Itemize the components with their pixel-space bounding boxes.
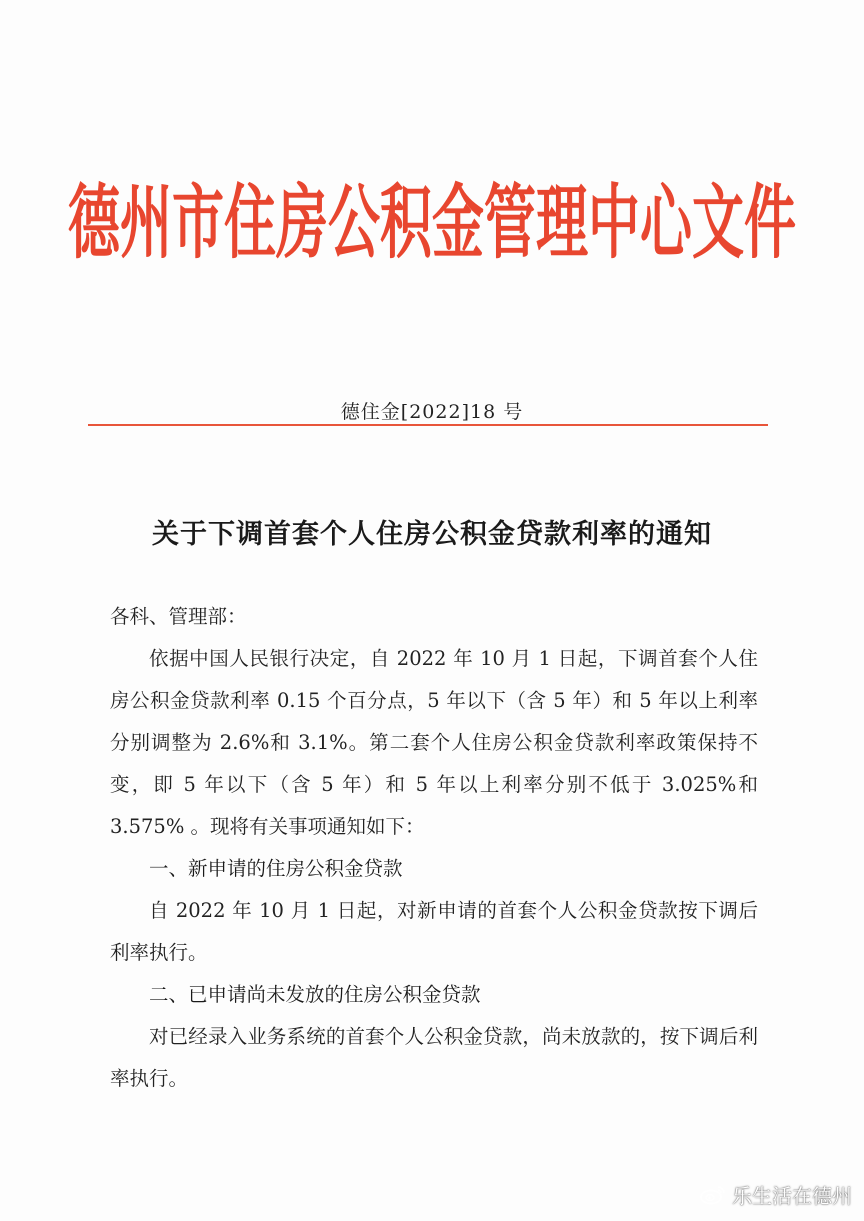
section-2-text: 对已经录入业务系统的首套个人公积金贷款，尚未放款的，按下调后利率执行。 — [110, 1025, 758, 1090]
section-1-body — [110, 890, 758, 974]
weibo-icon — [700, 1185, 726, 1205]
red-divider — [88, 424, 768, 426]
paragraph-1-text: 依据中国人民银行决定，自 2022 年 10 月 1 日起，下调首套个人住房公积金贷款利率 0.15 个百分点，5 年以下（含 5 年）和 5 年以上利率分别调整为 2.6%和 3.1%。第二套个人住房公积金贷款利率政策保持不变，即 5 年以下（含 5 年）和 5 年以上利率分别不低于 3.025%和 3.575% 。现将有关事项通知如下： — [110, 647, 758, 838]
notice-title: 关于下调首套个人住房公积金贷款利率的通知 — [152, 519, 712, 550]
issuer-title: 德州市住房公积金管理中心文件 — [68, 177, 797, 271]
section-1 — [110, 848, 758, 890]
document-header — [68, 140, 797, 290]
section-2 — [110, 974, 758, 1016]
section-2-heading: 二、已申请尚未发放的住房公积金贷款 — [149, 983, 481, 1006]
section-1-text: 自 2022 年 10 月 1 日起，对新申请的首套个人公积金贷款按下调后利率执行。 — [110, 899, 758, 964]
watermark-text: 乐生活在德州 — [732, 1184, 852, 1208]
document-number: 德住金[2022]18 号 — [340, 401, 524, 423]
watermark — [700, 1180, 852, 1209]
section-1-heading: 一、新申请的住房公积金贷款 — [149, 857, 403, 880]
section-2-body — [110, 1016, 758, 1100]
salutation: 各科、管理部： — [110, 605, 247, 628]
paragraph-1 — [110, 638, 758, 848]
